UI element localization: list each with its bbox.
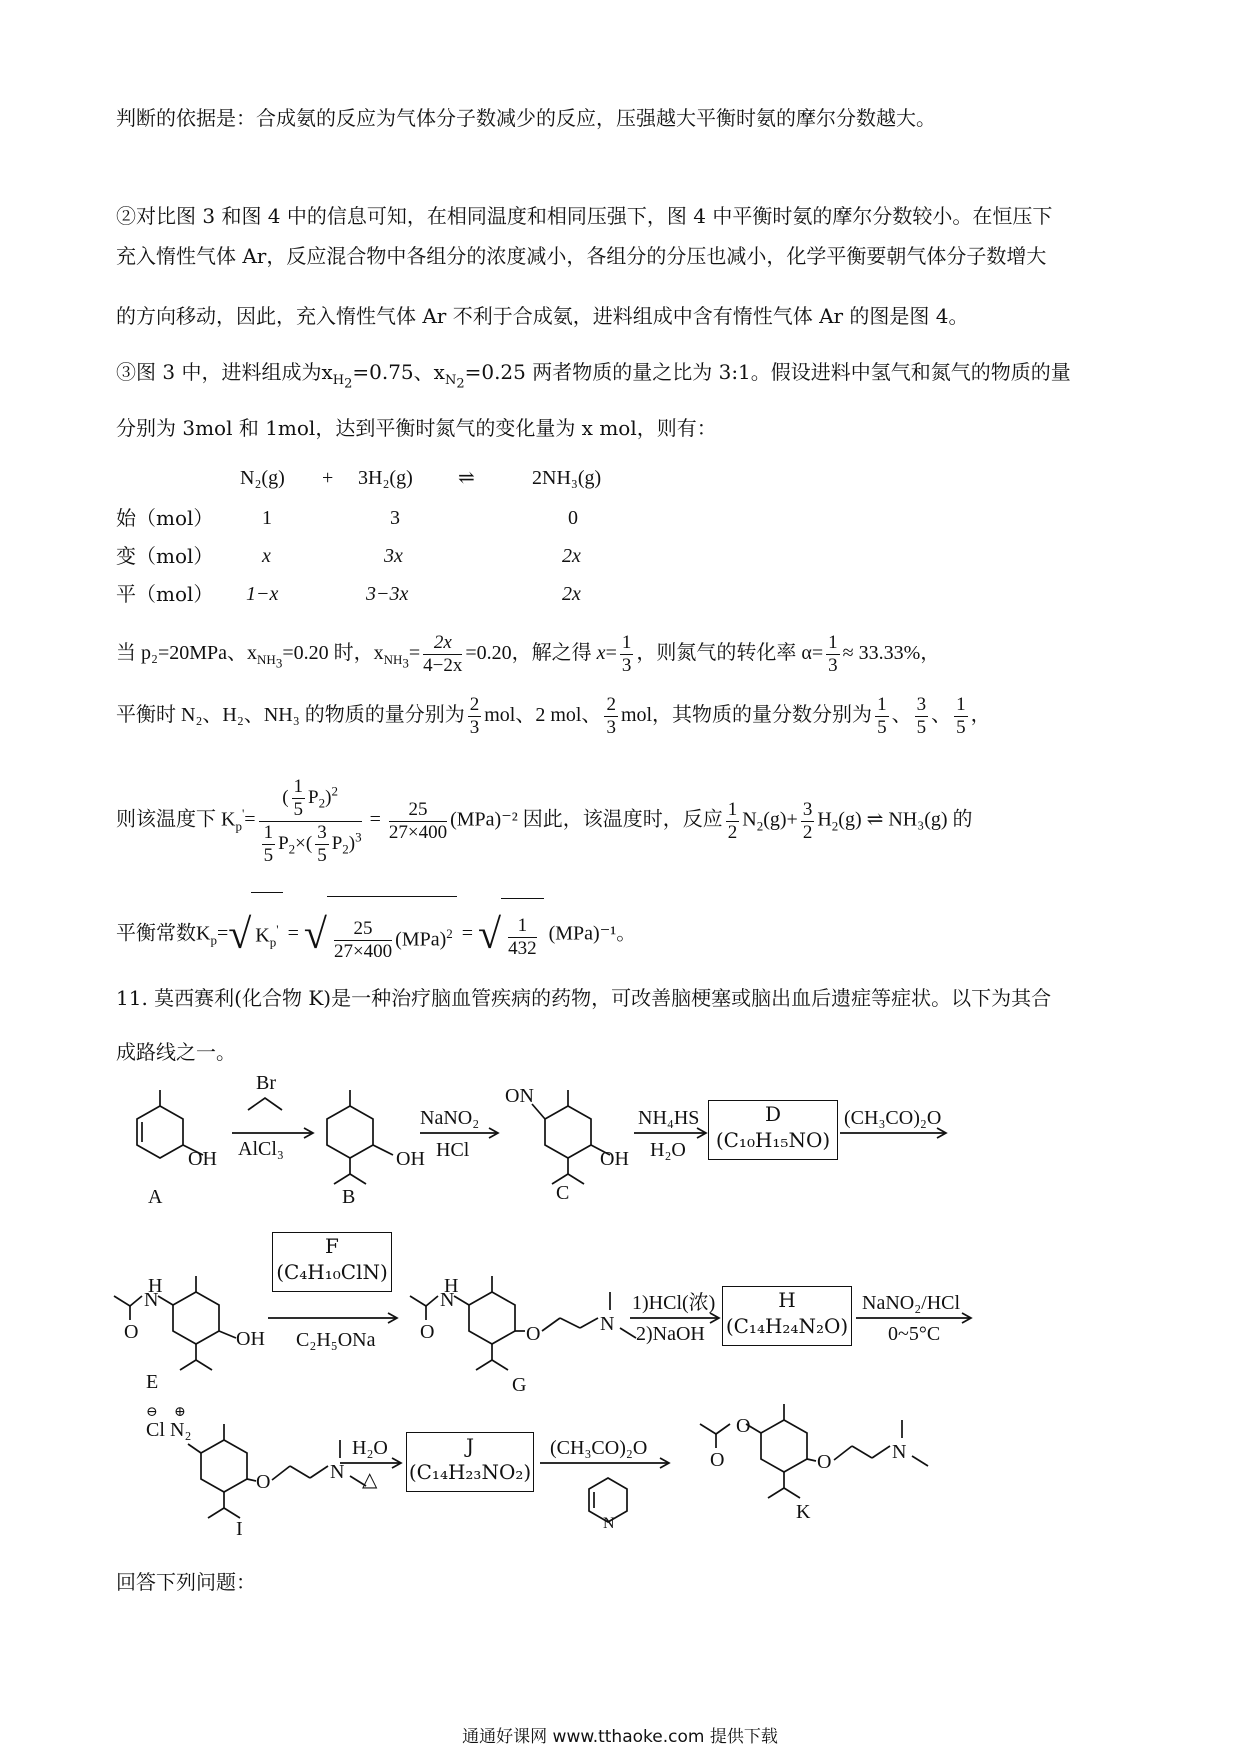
answer-prompt: 回答下列问题： (116, 1570, 256, 1594)
atom-n2-i: N₂ (170, 1419, 192, 1441)
reagent-gh-top: 1)HCl(浓) (632, 1292, 716, 1314)
atom-n-e: N (144, 1289, 159, 1311)
footer-text: 通通好课网 www.tthaoke.com 提供下载 (462, 1727, 778, 1747)
atom-o-k: O (736, 1415, 751, 1437)
question-11-line-1: 11. 莫西赛利(化合物 K)是一种治疗脑血管疾病的药物，可改善脑梗塞或脑出血后遗症等症状。以下为其合 (116, 986, 1052, 1010)
row-change-v2: 3x (384, 545, 403, 567)
atom-o-k2: O (710, 1449, 725, 1471)
reagent-bc-bottom: HCl (436, 1139, 470, 1161)
calc-line-2: 平衡时 N₂、H₂、NH₃ 的物质的量分别为 $\frac{2}{3}$ mol、2 mol、 $\frac{2}{3}$ mol，其物质的量分数分别为 $\frac{1}{5}$ 、 $\frac{3}{5}$ 、 $\frac{1}{5}$ ， (116, 693, 991, 738)
intermediate-j-box (406, 1432, 534, 1492)
eq-h2: 3H₂(g) (358, 467, 413, 489)
eq-plus: + (322, 467, 334, 489)
atom-cl-i: Cl (146, 1419, 165, 1441)
intermediate-h-formula: (C₁₄H₂₄N₂O) (725, 1314, 849, 1338)
atom-oh-c: OH (600, 1148, 629, 1170)
paragraph-3-line-1: ③图 3 中，进料组成为$x_{H_2}=0.75$、$x_{N_2}=0.25$ 两者物质的量之比为 3:1。假设进料中氢气和氮气的物质的量 (116, 360, 1071, 392)
row-eq-v2: 3−3x (366, 583, 409, 605)
row-change-v3: 2x (562, 545, 581, 567)
paragraph-3-line-2: 分别为 3mol 和 1mol，达到平衡时氮气的变化量为 x mol，则有： (116, 416, 717, 440)
calc-line-4: 平衡常数$K_p=√$ $K_p'$ = √ $\frac{25}{27\times 400}$ (MPa)$^2$ = √ $\frac{1}{432}$ (MPa)⁻¹。 (116, 892, 636, 962)
charge-minus-i: ⊖ (146, 1405, 158, 1420)
label-b: B (342, 1186, 356, 1208)
atom-o-g2: O (526, 1323, 541, 1345)
atom-o-i: O (256, 1471, 271, 1493)
label-i: I (236, 1518, 243, 1540)
intermediate-d-box (708, 1100, 838, 1160)
atom-n-k: N (892, 1441, 907, 1463)
reagent-ij-bottom: △ (362, 1469, 378, 1491)
intermediate-j-name: J (465, 1434, 475, 1458)
atom-n-i: N (330, 1461, 345, 1483)
compound-b-structure (327, 1090, 393, 1184)
atom-n-g2: N (600, 1313, 615, 1335)
atom-oh-e: OH (236, 1328, 265, 1350)
intermediate-h-name: H (778, 1288, 796, 1312)
label-g: G (512, 1374, 527, 1396)
eq-n2: N₂(g) (240, 467, 285, 489)
row-start-v2: 3 (390, 507, 400, 529)
intermediate-h-box (722, 1286, 852, 1346)
intermediate-j-formula: (C₁₄H₂₃NO₂) (408, 1460, 532, 1484)
row-eq-label: 平（mol） (116, 582, 214, 606)
atom-oh-a: OH (188, 1148, 217, 1170)
paragraph-2-line-3: 的方向移动，因此，充入惰性气体 Ar 不利于合成氨，进料组成中含有惰性气体 Ar 的图是图 4。 (116, 304, 969, 328)
label-k: K (796, 1501, 811, 1523)
reagent-de-top: (CH₃CO)₂O (844, 1107, 942, 1129)
reagent-gh-bottom: 2)NaOH (636, 1323, 705, 1345)
label-c: C (556, 1182, 570, 1204)
intermediate-d-formula: (C₁₀H₁₅NO) (715, 1128, 831, 1152)
calc-line-3: 则该温度下 $K_p'=$ ( $\frac{1}{5}$ $P_2)^2$ $\frac{1}{5}$ $P_2\times$( $\frac{3}{5}$ $P_2)^3$ = $\frac{25}{27\times 400}$ (MPa)⁻² 因此，该温度时，反应 $\frac{1}{2}$ $N_2(g)+$ $\frac{3}{2}$ $H_2(g)$ ⇌ NH₃(g) 的 (116, 775, 973, 866)
intermediate-f-box (272, 1232, 392, 1292)
intermediate-f-formula: (C₄H₁₀ClN) (276, 1260, 388, 1284)
label-a: A (148, 1186, 163, 1208)
row-change-v1: x (262, 545, 271, 567)
reagent-ab-bottom: AlCl₃ (238, 1138, 284, 1160)
atom-h-g: H (444, 1275, 459, 1297)
intermediate-d-name: D (764, 1102, 782, 1126)
row-start-v1: 1 (262, 507, 272, 529)
atom-n-pyridine: N (603, 1515, 615, 1532)
synthesis-scheme (0, 1060, 1240, 1620)
question-11-line-2: 成路线之一。 (116, 1040, 236, 1064)
judgement-text: 判断的依据是：合成氨的反应为气体分子数减少的反应，压强越大平衡时氨的摩尔分数越大。 (116, 106, 936, 130)
compound-c-structure (532, 1090, 610, 1184)
reagent-eg-bottom: C₂H₅ONa (296, 1329, 376, 1351)
atom-o-k3: O (817, 1451, 832, 1473)
charge-plus-i: ⊕ (174, 1405, 186, 1420)
atom-on-c: ON (505, 1085, 534, 1107)
eq-arrow: ⇌ (458, 467, 475, 489)
row-change-label: 变（mol） (116, 544, 214, 568)
reagent-cd-top: NH₄HS (638, 1107, 700, 1129)
intermediate-f-name: F (325, 1234, 339, 1258)
reagent-ij-top: H₂O (352, 1437, 388, 1459)
paragraph-2-line-2: 充入惰性气体 Ar，反应混合物中各组分的浓度减小，各组分的分压也减小，化学平衡要朝气体分子数增大 (116, 244, 1047, 268)
row-eq-v3: 2x (562, 583, 581, 605)
reagent-cd-bottom: H₂O (650, 1139, 686, 1161)
atom-o-g: O (420, 1321, 435, 1343)
label-e: E (146, 1371, 159, 1393)
row-eq-v1: 1−x (246, 583, 279, 605)
row-start-label: 始（mol） (116, 506, 214, 530)
reagent-bc-top: NaNO₂ (420, 1107, 480, 1129)
reagent-hi-bottom: 0~5°C (888, 1323, 941, 1345)
atom-n-g: N (440, 1289, 455, 1311)
atom-h-e: H (148, 1275, 163, 1297)
atom-o-e: O (124, 1321, 139, 1343)
reagent-ab-top: Br (256, 1072, 276, 1094)
reagent-hi-top: NaNO₂/HCl (862, 1292, 961, 1314)
row-start-v3: 0 (568, 507, 578, 529)
atom-oh-b: OH (396, 1148, 425, 1170)
reagent-jk-top: (CH₃CO)₂O (550, 1437, 648, 1459)
paragraph-2-line-1: ②对比图 3 和图 4 中的信息可知，在相同温度和相同压强下，图 4 中平衡时氨的摩尔分数较小。在恒压下 (116, 204, 1053, 228)
eq-nh3: 2NH₃(g) (532, 467, 602, 489)
calc-line-1: 当 p₂=20MPa、$x_{NH_3}=0.20$ 时，$x_{NH_3}=$ $\frac{2x}{4-2x}$ =0.20，解之得 x= $\frac{1}{3}$ ，则氮气的转化率 α= $\frac{1}{3}$ ≈ 33.33%， (116, 631, 941, 676)
